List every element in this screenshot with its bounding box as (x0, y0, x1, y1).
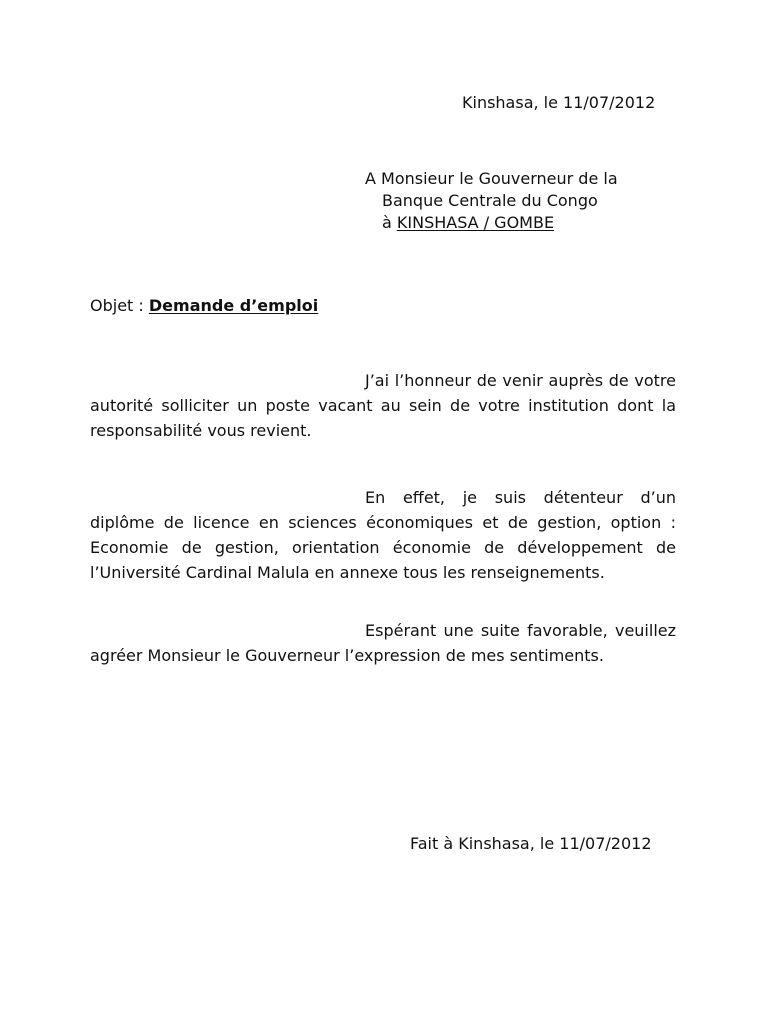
header-place-date: Kinshasa, le 11/07/2012 (462, 93, 656, 112)
paragraph-line: diplôme de licence en sciences économiques et de gestion, option : (90, 513, 676, 532)
subject-value: Demande d’emploi (148, 296, 319, 315)
paragraph-line: J’ai l’honneur de venir auprès de votre (365, 371, 676, 390)
closing-place-date: Fait à Kinshasa, le 11/07/2012 (410, 834, 652, 853)
body-paragraph-1 (90, 368, 676, 443)
paragraph-line: agréer Monsieur le Gouverneur l’expression de mes sentiments. (90, 646, 604, 665)
body-paragraph-3 (90, 618, 676, 668)
recipient-location: KINSHASA / GOMBE (396, 213, 555, 232)
paragraph-line: En effet, je suis détenteur d’un (365, 488, 676, 507)
paragraph-line: responsabilité vous revient. (90, 421, 312, 440)
subject-label: Objet : (90, 296, 144, 315)
paragraph-line: autorité solliciter un poste vacant au sein de votre institution dont la (90, 396, 676, 415)
body-paragraph-2 (90, 485, 676, 585)
paragraph-line: Economie de gestion, orientation économie de développement de (90, 538, 676, 557)
paragraph-line: l’Université Cardinal Malula en annexe tous les renseignements. (90, 563, 605, 582)
recipient-line-1: A Monsieur le Gouverneur de la (365, 169, 618, 188)
recipient-prefix: à (382, 213, 392, 232)
recipient-line-3 (382, 212, 554, 234)
recipient-line-2: Banque Centrale du Congo (382, 191, 598, 210)
subject-line (90, 295, 318, 317)
paragraph-line: Espérant une suite favorable, veuillez (365, 621, 676, 640)
